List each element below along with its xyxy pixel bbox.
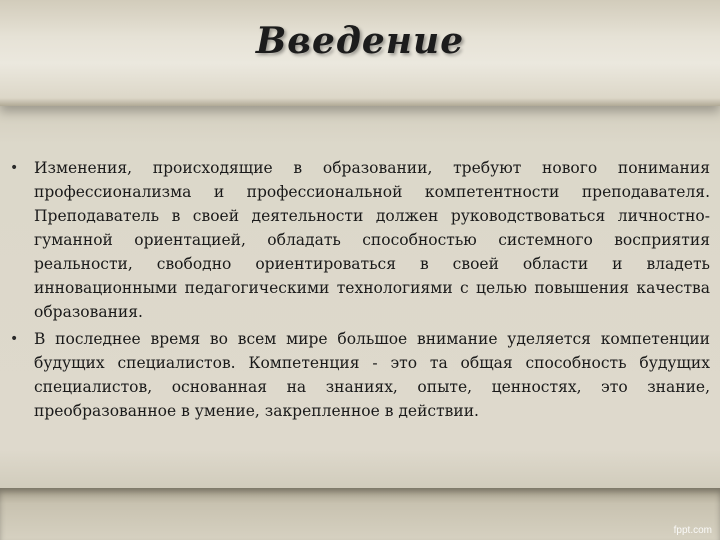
bullet-icon: • — [10, 331, 19, 347]
slide-title: Введение — [255, 20, 465, 62]
bullet-list — [10, 156, 710, 426]
bullet-item — [10, 327, 710, 423]
footer-band — [0, 488, 720, 540]
bullet-text: В последнее время во всем мире большое внимание уделяется компетенции будущих специалистов. Компетенция - это та общая способность будущих специалистов, основанная на знаниях, опыте, ценностях, это знание, преобразованное в умение, закрепленное в действии. — [34, 330, 710, 420]
bullet-item — [10, 156, 710, 324]
bullet-text: Изменения, происходящие в образовании, требуют нового понимания профессионализма и профессиональной компетентности преподавателя. Преподаватель в своей деятельности должен руководствоваться личностно-гуманной ориентацией, обладать способностью системного восприятия реальности, свободно ориентироваться в своей области и владеть инновационными педагогическими технологиями с целью повышения качества образования. — [34, 159, 710, 321]
title-band — [0, 0, 720, 106]
watermark-text: fppt.com — [673, 525, 712, 536]
slide-content — [0, 106, 720, 488]
bullet-icon: • — [10, 160, 19, 176]
